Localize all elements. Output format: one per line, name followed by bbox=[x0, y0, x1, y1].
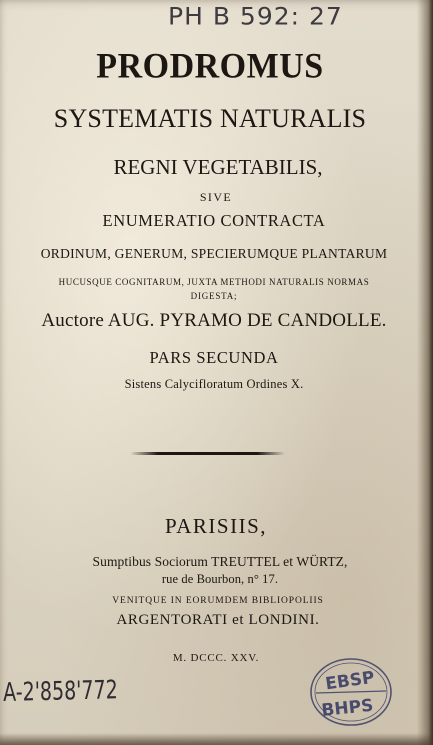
decorative-rule bbox=[130, 452, 285, 455]
imprint-address: rue de Bourbon, n° 17. bbox=[161, 572, 279, 586]
book-title: PRODROMUS bbox=[96, 47, 324, 86]
page-edge-shadow bbox=[417, 0, 433, 745]
author-line: Auctore AUG. PYRAMO DE CANDOLLE. bbox=[41, 310, 387, 331]
imprint-publisher: Sumptibus Sociorum TREUTTEL et WÜRTZ, bbox=[92, 554, 348, 569]
svg-text:BHPS: BHPS bbox=[320, 695, 375, 722]
pars-line: PARS SECUNDA bbox=[149, 348, 279, 367]
imprint-venitque: VENITQUE IN EORUMDEM BIBLIOPOLIIS bbox=[112, 596, 324, 606]
handwritten-shelfmark-top: PH B 592: 27 bbox=[168, 2, 343, 31]
subtitle-line-1: SYSTEMATIS NATURALIS bbox=[53, 104, 367, 133]
sive-line: SIVE bbox=[199, 190, 233, 204]
ordinum-line: ORDINUM, GENERUM, SPECIERUMQUE PLANTARUM bbox=[40, 246, 388, 261]
subtitle-line-2: REGNI VEGETABILIS, bbox=[113, 155, 323, 179]
imprint-city: PARISIIS, bbox=[164, 514, 267, 538]
page-bottom-shadow bbox=[0, 733, 433, 745]
hucusque-line: HUCUSQUE COGNITARUM, JUXTA METHODI NATURALIS NORMAS bbox=[58, 277, 370, 287]
sistens-line: Sistens Calycifloratum Ordines X. bbox=[124, 377, 304, 391]
imprint-year: M. DCCC. XXV. bbox=[172, 652, 260, 664]
handwritten-shelfmark-left: A-2'858'772 bbox=[3, 675, 118, 708]
library-stamp-icon bbox=[308, 656, 394, 728]
enumeratio-line: ENUMERATIO CONTRACTA bbox=[102, 211, 326, 230]
imprint-cities: ARGENTORATI et LONDINI. bbox=[116, 612, 320, 628]
digesta-line: DIGESTA; bbox=[190, 291, 238, 301]
svg-text:EBSP: EBSP bbox=[324, 667, 376, 695]
